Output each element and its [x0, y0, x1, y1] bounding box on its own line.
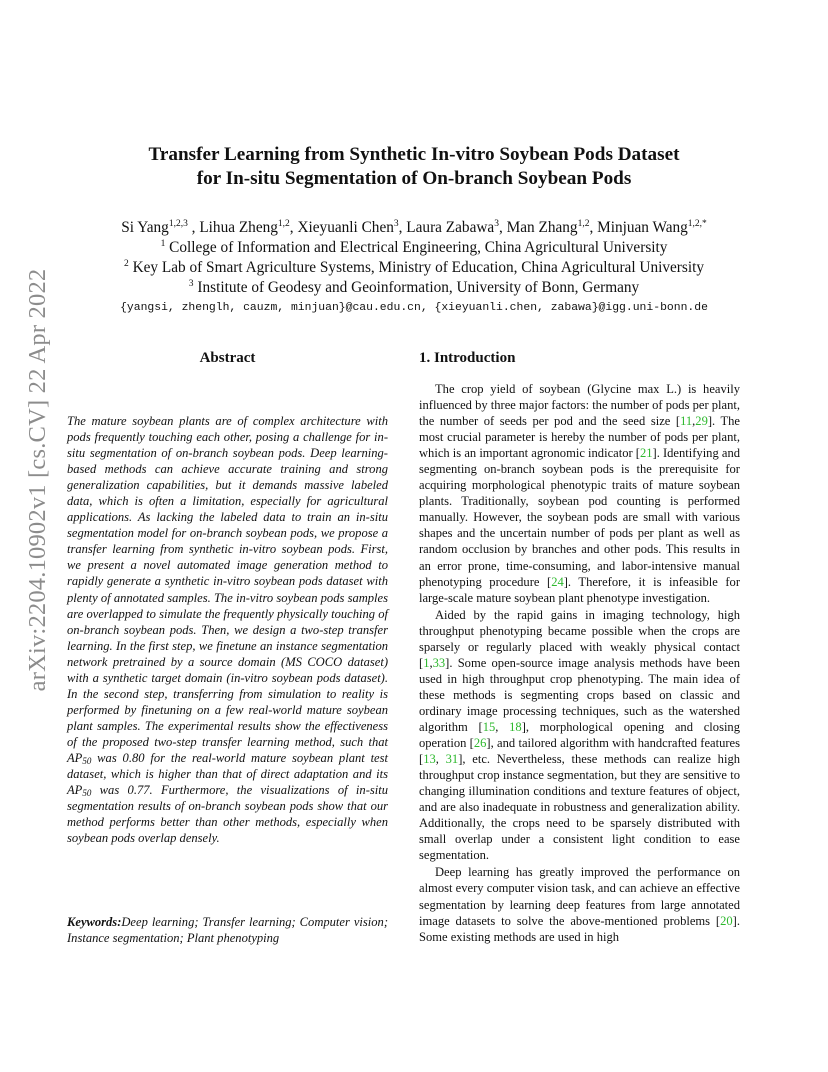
author-affiliation: 1,2,* [687, 219, 707, 229]
paragraph-text: , [429, 655, 433, 670]
abstract-body [67, 413, 388, 846]
citation-link[interactable]: 21 [639, 446, 653, 461]
affiliation-number: 3 [188, 279, 194, 289]
paragraph [419, 607, 740, 864]
paragraph [419, 864, 740, 944]
paragraph-text: ]. Identifying and segmenting on-branch soybean pods is the prerequisite for acquiring morphological phenotypic traits of mature soybean plants. Traditionally, soybean pod counting is performed manually. However, the soybean pods are small with various shapes and the uncertain number of pods per plant as well as random occlusion by branches and other pods. This results in an error prone, time-consuming, and labor-intensive manual phenotyping procedure [ [419, 446, 740, 589]
paragraph-text: , [435, 752, 446, 767]
keywords-label: Keywords: [67, 915, 122, 929]
affiliation-text: Key Lab of Smart Agriculture Systems, Ministry of Education, China Agricultural University [132, 259, 704, 276]
affiliation-text: College of Information and Electrical Engineering, China Agricultural University [169, 239, 668, 256]
section-heading-introduction: 1. Introduction [419, 350, 516, 366]
affiliation-line [70, 258, 758, 278]
abstract-text: was 0.80 for the real-world mature soybean plant test dataset, which is higher than that of direct adaptation and its AP [67, 750, 388, 798]
citation-link[interactable]: 24 [551, 574, 564, 589]
citation-link[interactable]: 11 [680, 414, 693, 429]
affiliation-number: 1 [160, 239, 166, 249]
paragraph-text: , [495, 719, 510, 734]
paragraph-text: Deep learning has greatly improved the performance on almost every computer vision task, and can achieve an effective segmentation by learning deep features from large annotated image datasets to solve the above-mentioned problems [ [419, 865, 740, 928]
citation-link[interactable]: 31 [445, 752, 459, 767]
author-affiliation: 3 [393, 219, 399, 229]
citation-link[interactable]: 18 [509, 719, 522, 734]
citation-link[interactable]: 13 [423, 752, 436, 767]
title-line: for In-situ Segmentation of On-branch Soybean Pods [196, 168, 632, 189]
author-name: Man Zhang [506, 219, 578, 236]
subscript: 50 [82, 755, 92, 766]
paragraph-text: ]. Therefore, it is infeasible for large-scale mature soybean plant phenotype investigation. [419, 574, 740, 605]
paragraph-text: Aided by the rapid gains in imaging technology, high throughput phenotyping became possible when the crops are sparsely or regularly placed with weakly physical contact [ [419, 607, 740, 670]
arxiv-identifier-stamp [18, 268, 58, 692]
abstract-text: was 0.77. Furthermore, the visualizations of in-situ segmentation results of on-branch soybean pods show that our method performs better than other methods, especially when soybean pods overlap densely. [67, 783, 388, 846]
paragraph-text: The crop yield of soybean (Glycine max L.) is heavily influenced by three major factors: the number of pods per plant, the number of seeds per pod and the seed size [ [419, 382, 740, 429]
title-line: Transfer Learning from Synthetic In-vitro Soybean Pods Dataset [148, 144, 680, 165]
affiliation-text: Institute of Geodesy and Geoinformation, University of Bonn, Germany [197, 279, 640, 296]
arxiv-identifier-text: arXiv:2204.10902v1 [cs.CV] 22 Apr 2022 [24, 268, 51, 692]
author-name: Minjuan Wang [597, 219, 688, 236]
paragraph [419, 381, 740, 606]
paragraph-text: ], morphological opening and closing operation [ [419, 719, 740, 751]
paragraph-text: ]. Some open-source image analysis methods have been used in high throughput crop phenotyping. The main idea of these methods is segmenting crops based on classic and ordinary image processing techniques, such as the watershed algorithm [ [419, 655, 740, 734]
abstract-text: The mature soybean plants are of complex architecture with pods frequently touching each other, posing a challenge for in-situ segmentation of on-branch soybean pods. Deep learning-based methods can achieve accurate training and strong generalization capabilities, but it demands massive labeled data, which is often a limitation, especially for agricultural applications. As lacking the labeled data to train an in-situ segmentation model for on-branch soybean pods, we propose a transfer learning from synthetic in-vitro soybean pods. First, we present a novel automated image generation method to rapidly generate a synthetic in-vitro soybean pods dataset with plenty of annotated samples. The in-vitro soybean pods samples are overlapped to simulate the frequently physically touching of on-branch soybean pods. Then, we design a two-step transfer learning. In the first step, we finetune an instance segmentation network pretrained by a source domain (MS COCO dataset) with a synthetic target domain (in-vitro soybean pods dataset). In the second step, transferring from simulation to reality is performed by finetuning on a few real-world mature soybean plant samples. The experimental results show the effectiveness of the proposed two-step transfer learning method, such that AP [67, 414, 388, 765]
citation-link[interactable]: 15 [482, 719, 496, 734]
abstract-heading: Abstract [199, 350, 256, 366]
affiliation-line [70, 278, 758, 298]
paragraph-text: , [692, 414, 696, 429]
author-emails: {yangsi, zhenglh, cauzm, minjuan}@cau.edu.cn, {xieyuanli.chen, zabawa}@igg.uni-bonn.de [120, 302, 708, 314]
affiliation-number: 2 [124, 259, 129, 269]
introduction-body [419, 381, 740, 946]
author-affiliation: 3 [494, 219, 499, 229]
affiliation-line [70, 238, 758, 258]
citation-link[interactable]: 29 [695, 414, 708, 429]
paragraph-text: ]. The most crucial parameter is hereby the number of pods per plant, which is an important agronomic indicator [ [419, 414, 740, 461]
author-affiliation: 1,2 [577, 219, 590, 229]
paragraph-text: ], etc. Nevertheless, these methods can realize high throughput crop instance segmentation, but they are sensitive to changing illumination conditions and texture features of object, and are also inadequate in robustness and generalization ability. Additionally, the crops need to be sparsely distributed with small overlap under a consistent light condition to ease segmentation. [419, 752, 740, 863]
keywords-text: Deep learning; Transfer learning; Computer vision; Instance segmentation; Plant phenotyping [67, 915, 388, 946]
subscript: 50 [82, 788, 92, 799]
paper-title [70, 143, 758, 191]
citation-link[interactable]: 20 [720, 913, 733, 928]
author-name: Si Yang [121, 219, 169, 236]
citation-link[interactable]: 26 [473, 736, 487, 751]
paragraph-text: ]. Some existing methods are used in high [419, 913, 740, 944]
citation-link[interactable]: 33 [432, 655, 446, 670]
author-name: Lihua Zheng [199, 219, 278, 236]
author-affiliation: 1,2,3 [168, 219, 188, 229]
author-block [70, 218, 758, 317]
citation-link[interactable]: 1 [423, 655, 430, 670]
paragraph-text: ], and tailored algorithm with handcrafted features [ [419, 736, 740, 767]
keywords [67, 914, 388, 946]
author-name: Xieyuanli Chen [297, 219, 394, 236]
author-name: Laura Zabawa [406, 219, 495, 236]
author-list: Si Yang$^{1,2,3}$ , Lihua Zheng$^{1,2}$, Xieyuanli Chen$^3$, Laura Zabawa$^3$, Man Zhang$^{1,2}$, Minjuan Wang$^{1,2,*}$ [121, 219, 707, 236]
author-affiliation: 1,2 [277, 219, 290, 229]
